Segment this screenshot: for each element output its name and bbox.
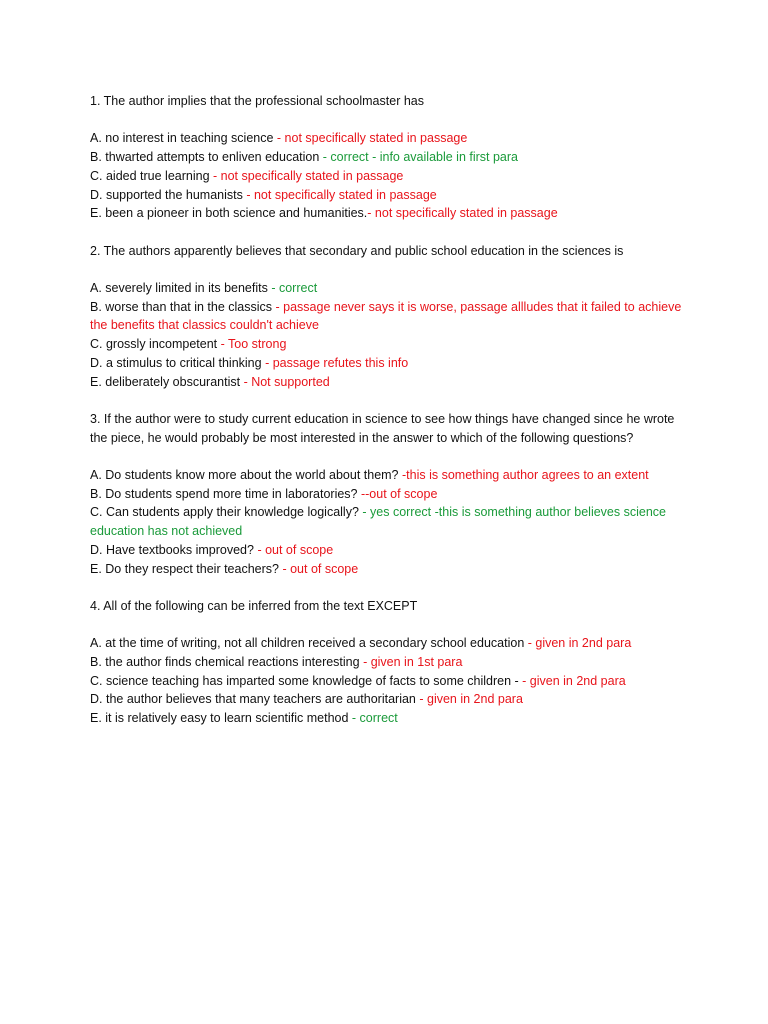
option-note: - given in 2nd para xyxy=(524,636,632,651)
option-note: - not specifically stated in passage xyxy=(367,206,558,221)
option-note: - given in 2nd para xyxy=(415,692,523,707)
answer-option xyxy=(90,373,690,392)
question-2 xyxy=(90,242,690,392)
option-text: A. no interest in teaching science xyxy=(90,131,274,146)
answer-option xyxy=(90,129,690,148)
answer-option xyxy=(90,560,690,579)
answer-option xyxy=(90,503,690,540)
option-note: - out of scope xyxy=(278,561,359,576)
option-text: A. at the time of writing, not all children received a secondary school education xyxy=(90,636,525,651)
answer-option xyxy=(90,466,690,485)
option-text: B. Do students spend more time in laboratories? xyxy=(90,486,358,501)
answer-option xyxy=(90,279,690,298)
option-text: C. science teaching has imparted some knowledge of facts to some children - xyxy=(90,673,519,688)
answer-option xyxy=(90,148,690,167)
option-text: C. grossly incompetent xyxy=(90,337,218,352)
answer-key-document xyxy=(90,92,690,728)
answer-option xyxy=(90,690,690,709)
option-text: D. supported the humanists xyxy=(90,187,243,202)
option-text: A. Do students know more about the world about them? xyxy=(90,467,399,482)
question-stem: 3. If the author were to study current education in science to see how things have changed since he wrote the piece, he would probably be most interested in the answer to which of the following questions? xyxy=(90,411,675,445)
question-stem: 4. All of the following can be inferred from the text EXCEPT xyxy=(90,598,418,613)
option-note: -this is something author agrees to an extent xyxy=(398,467,649,482)
option-text: E. deliberately obscurantist xyxy=(90,374,241,389)
option-text: C. Can students apply their knowledge logically? xyxy=(90,505,359,520)
answer-option xyxy=(90,167,690,186)
option-text: D. a stimulus to critical thinking xyxy=(90,355,262,370)
answer-option xyxy=(90,634,690,653)
answer-option xyxy=(90,354,690,373)
option-note: - given in 1st para xyxy=(359,654,463,669)
question-stem: 2. The authors apparently believes that secondary and public school education in the sciences is xyxy=(90,243,624,258)
option-note: - correct - info available in first para xyxy=(319,150,519,165)
answer-option xyxy=(90,672,690,691)
option-note: - correct xyxy=(348,711,398,726)
option-text: B. thwarted attempts to enliven education xyxy=(90,150,320,165)
option-text: E. it is relatively easy to learn scientific method xyxy=(90,711,349,726)
option-text: B. worse than that in the classics xyxy=(90,299,273,314)
question-1 xyxy=(90,92,690,223)
option-note: - out of scope xyxy=(253,542,334,557)
answer-option xyxy=(90,204,690,223)
option-text: C. aided true learning xyxy=(90,168,210,183)
option-note: - Too strong xyxy=(217,337,287,352)
answer-option xyxy=(90,186,690,205)
option-note: - not specifically stated in passage xyxy=(242,187,437,202)
option-text: E. Do they respect their teachers? xyxy=(90,561,279,576)
option-note: - passage never says it is worse, passage allludes that it failed to achieve the benefits that classics couldn't achieve xyxy=(90,299,682,333)
answer-option xyxy=(90,298,690,335)
option-note: - given in 2nd para xyxy=(518,673,626,688)
answer-option xyxy=(90,653,690,672)
option-text: D. the author believes that many teachers are authoritarian xyxy=(90,692,416,707)
question-4 xyxy=(90,597,690,728)
option-note: - correct xyxy=(267,280,318,295)
option-note: --out of scope xyxy=(357,486,438,501)
option-note: - not specifically stated in passage xyxy=(273,131,468,146)
option-note: - not specifically stated in passage xyxy=(209,168,404,183)
option-text: E. been a pioneer in both science and humanities. xyxy=(90,206,368,221)
option-note: - yes correct -this is something author believes science education has not achieved xyxy=(90,505,666,539)
answer-option xyxy=(90,541,690,560)
answer-option xyxy=(90,485,690,504)
question-3 xyxy=(90,410,690,578)
option-text: B. the author finds chemical reactions interesting xyxy=(90,654,360,669)
answer-option xyxy=(90,709,690,728)
answer-option xyxy=(90,335,690,354)
option-text: A. severely limited in its benefits xyxy=(90,280,268,295)
option-note: - Not supported xyxy=(240,374,330,389)
option-note: - passage refutes this info xyxy=(261,355,409,370)
question-stem: 1. The author implies that the professional schoolmaster has xyxy=(90,94,424,108)
option-text: D. Have textbooks improved? xyxy=(90,542,254,557)
